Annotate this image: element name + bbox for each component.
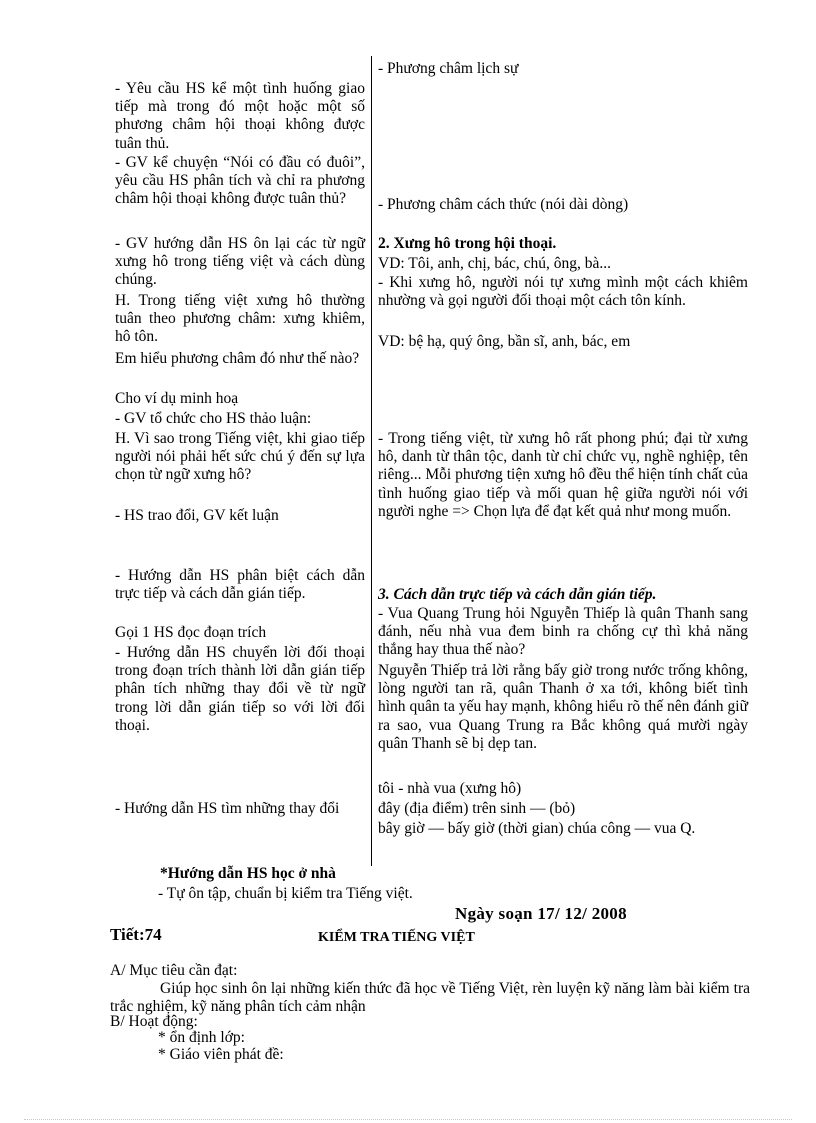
section-a-text: Giúp học sinh ôn lại những kiến thức đã học về Tiếng Việt, rèn luyện kỹ năng làm bài kiểm tra trắc nghiệm, kỹ năng phân tích cảm nhận [110, 980, 750, 1015]
section-heading-2: 2. Xưng hô trong hội thoại. [378, 235, 557, 252]
left-paragraph-9: - HS trao đổi, GV kết luận [115, 507, 279, 524]
right-paragraph-3: VD: Tôi, anh, chị, bác, chú, ông, bà... [378, 255, 612, 272]
step-stabilize-class: * ổn định lớp: [158, 1029, 245, 1046]
left-paragraph-7: - GV tổ chức cho HS thảo luận: [115, 410, 312, 427]
right-paragraph-8: Nguyễn Thiếp trả lời rằng bấy giờ trong nước trống không, lòng người tan rã, quân Thanh ở xa tới, không biết tình hình quân ta yếu hay mạnh, không hiểu rõ thế nên đánh giữ ra sao, vua Quang Trung ra Bắc không quá mười ngày quân Thanh sẽ bị dẹp tan. [378, 662, 748, 752]
lesson-period: Tiết:74 [110, 925, 162, 944]
prep-date: Ngày soạn 17/ 12/ 2008 [455, 904, 627, 923]
left-paragraph-2: - GV kể chuyện “Nói có đầu có đuôi”, yêu cầu HS phân tích và chỉ ra phương châm hội thoại không được tuân thủ? [115, 154, 365, 208]
left-paragraph-11: Gọi 1 HS đọc đoạn trích [115, 624, 267, 641]
left-paragraph-4: H. Trong tiếng việt xưng hô thường tuân theo phương châm: xưng khiêm, hô tôn. [115, 292, 365, 346]
right-paragraph-4: - Khi xưng hô, người nói tự xưng mình một cách khiêm nhường và gọi người đối thoại một cách tôn kính. [378, 274, 748, 310]
left-paragraph-6: Cho ví dụ minh hoạ [115, 390, 239, 407]
left-paragraph-5: Em hiểu phương châm đó như thế nào? [115, 350, 360, 367]
homework-title: *Hướng dẫn HS học ở nhà [160, 865, 336, 882]
section-b-heading: B/ Hoạt động: [110, 1013, 198, 1030]
step-hand-out-test: * Giáo viên phát đề: [158, 1046, 284, 1063]
left-paragraph-10: - Hướng dẫn HS phân biệt cách dẫn trực tiếp và cách dẫn gián tiếp. [115, 567, 365, 603]
right-paragraph-7: - Vua Quang Trung hỏi Nguyễn Thiếp là quân Thanh sang đánh, nếu nhà vua đem binh ra chống cự thì khả năng thắng hay thua thế nào? [378, 605, 748, 659]
section-a-heading: A/ Mục tiêu cần đạt: [110, 962, 238, 979]
right-paragraph-1: - Phương châm lịch sự [378, 60, 519, 77]
right-paragraph-5: VD: bệ hạ, quý ông, bần sĩ, anh, bác, em [378, 333, 631, 350]
lesson-title: KIỂM TRA TIẾNG VIỆT [318, 930, 475, 945]
left-paragraph-8: H. Vì sao trong Tiếng việt, khi giao tiếp người nói phải hết sức chú ý đến sự lựa chọn từ ngữ xưng hô? [115, 430, 365, 484]
homework-item: - Tự ôn tập, chuẩn bị kiểm tra Tiếng việt. [158, 885, 413, 902]
right-paragraph-11: bây giờ — bấy giờ (thời gian) chúa công — vua Q. [378, 820, 696, 837]
right-paragraph-6: - Trong tiếng việt, từ xưng hô rất phong phú; đại từ xưng hô, danh từ thân tộc, danh từ chỉ chức vụ, nghề nghiệp, tên riêng... Mỗi phương tiện xưng hô đều thể hiện tính chất của tình huống giao tiếp và mối quan hệ giữa người nói với người nghe => Chọn lựa để đạt kết quả như mong muốn. [378, 430, 748, 520]
left-paragraph-12: - Hướng dẫn HS chuyển lời đối thoại trong đoạn trích thành lời dẫn gián tiếp phân tích những thay đổi về từ ngữ trong lời dẫn gián tiếp so với lời đối thoại. [115, 644, 365, 734]
page-bottom-dotted-line [24, 1119, 792, 1120]
section-heading-3: 3. Cách dẫn trực tiếp và cách dẫn gián tiếp. [378, 586, 657, 603]
left-paragraph-13: - Hướng dẫn HS tìm những thay đổi [115, 800, 340, 817]
right-paragraph-2: - Phương châm cách thức (nói dài dòng) [378, 196, 629, 213]
left-paragraph-3: - GV hướng dẫn HS ôn lại các từ ngữ xưng hô trong tiếng việt và cách dùng chúng. [115, 235, 365, 289]
table-column-divider [371, 56, 372, 866]
left-paragraph-1: - Yêu cầu HS kể một tình huống giao tiếp mà trong đó một hoặc một số phương châm hội thoại không được tuân thủ. [115, 80, 365, 152]
right-paragraph-10: đây (địa điểm) trên sinh — (bỏ) [378, 800, 576, 817]
right-paragraph-9: tôi - nhà vua (xưng hô) [378, 780, 522, 797]
